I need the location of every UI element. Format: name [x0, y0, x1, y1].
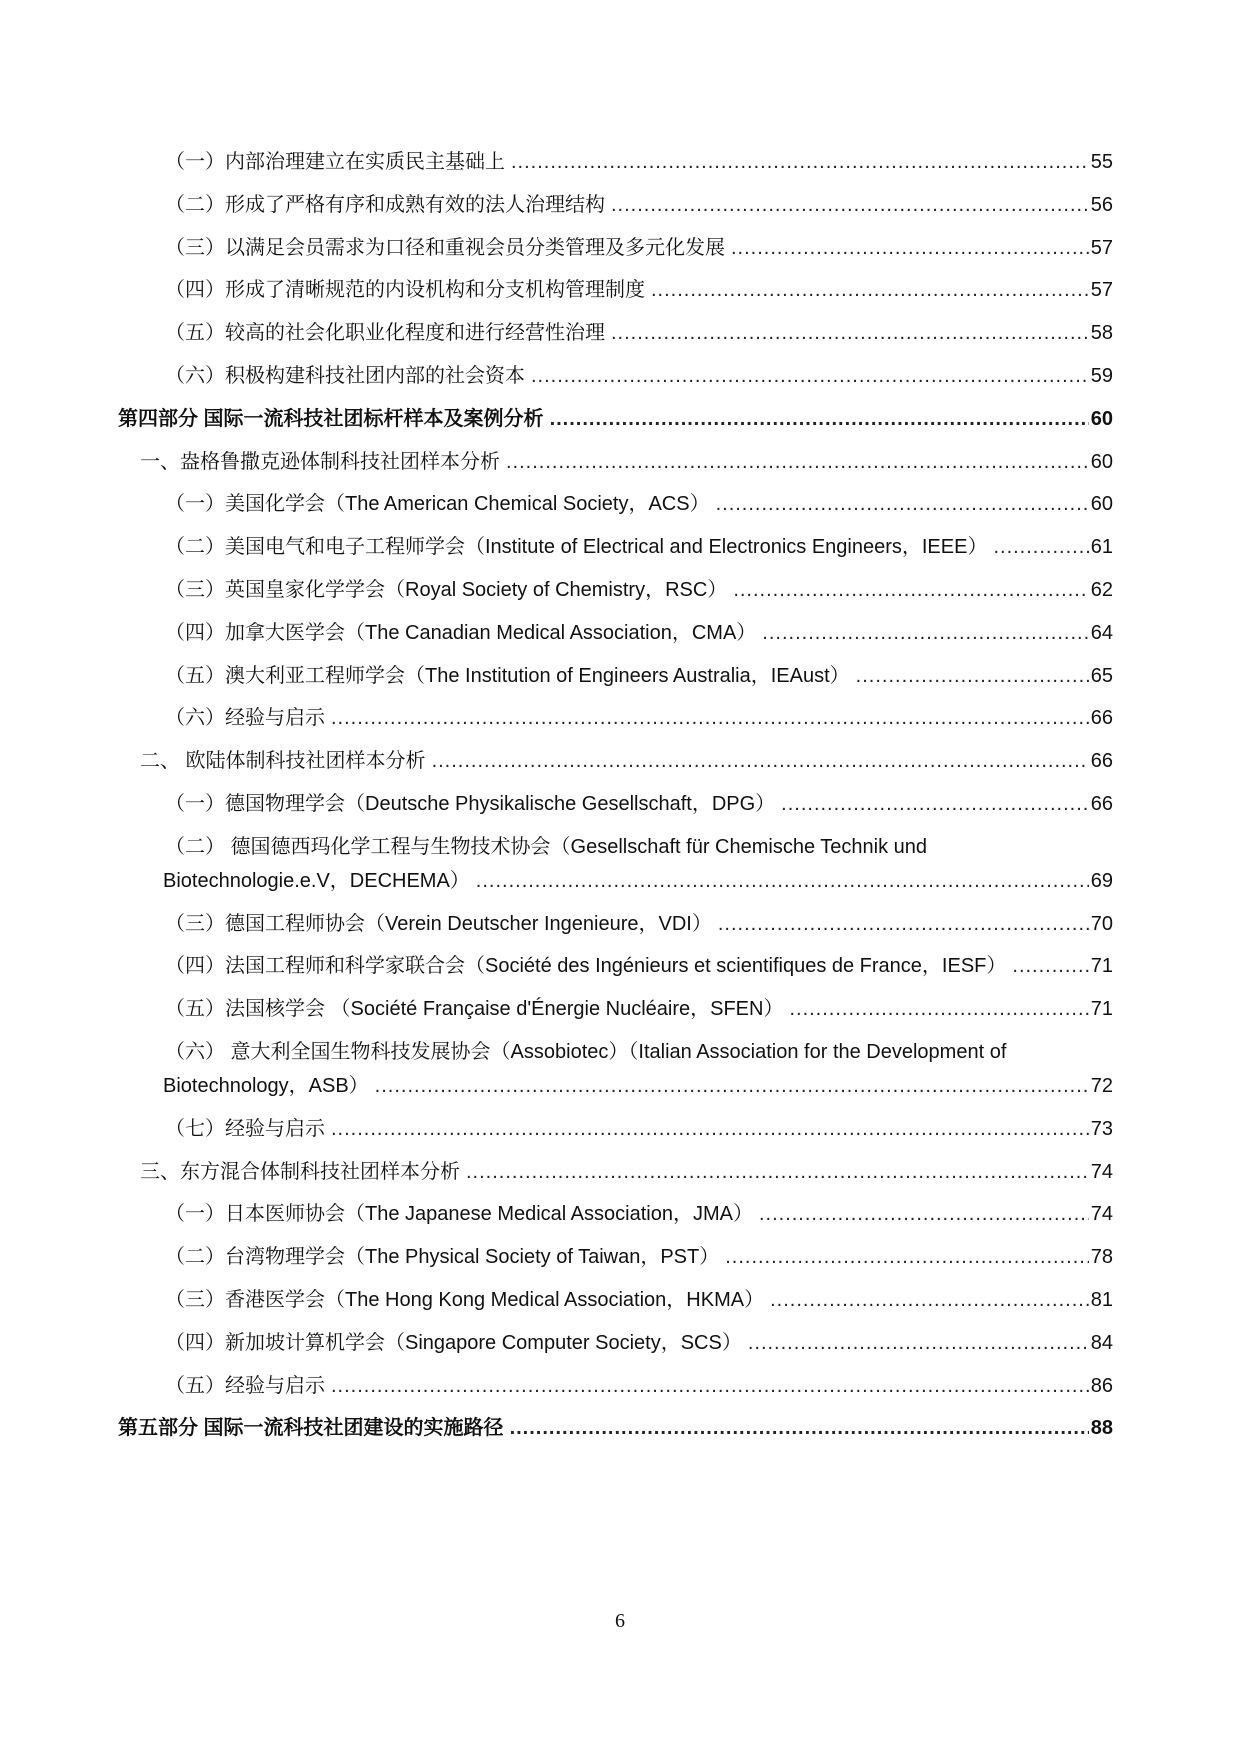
dot-leader [759, 1200, 1089, 1228]
toc-entry-title-continuation: Biotechnology，ASB） [163, 1075, 369, 1097]
toc-page-number: 88 [1090, 1417, 1113, 1440]
toc-entry-title: （二） 德国德西玛化学工程与生物技术协会（Gesellschaft für Chemische Technik und [165, 835, 928, 858]
toc-entry-title: （一）内部治理建立在实质民主基础上 [165, 151, 505, 173]
toc-page-number: 71 [1090, 998, 1113, 1021]
toc-page-number: 74 [1090, 1160, 1113, 1183]
dot-leader [611, 191, 1089, 219]
dot-leader [781, 790, 1089, 818]
dot-leader [731, 234, 1089, 262]
toc-page-number: 72 [1090, 1075, 1113, 1097]
toc-page-number: 86 [1090, 1374, 1113, 1397]
dot-leader [856, 662, 1089, 690]
toc-entry-title: （三）香港医学会（The Hong Kong Medical Association，HKMA） [165, 1289, 765, 1311]
toc-page-number: 73 [1090, 1117, 1113, 1140]
toc-entry-title: 第四部分 国际一流科技社团标杆样本及案例分析 [118, 407, 544, 430]
dot-leader [725, 1243, 1089, 1271]
toc-page-number: 66 [1090, 750, 1113, 773]
toc-entry-title: （五）较高的社会化职业化程度和进行经营性治理 [165, 322, 605, 345]
toc-entry-title: （五）经验与启示 [165, 1374, 325, 1397]
toc-entry-title: （五）澳大利亚工程师学会（The Institution of Engineers Australia，IEAust） [165, 664, 850, 687]
dot-leader [331, 1115, 1089, 1143]
toc-page-number: 70 [1090, 912, 1113, 935]
dot-leader [476, 867, 1089, 895]
dot-leader [651, 276, 1089, 304]
dot-leader [789, 995, 1088, 1023]
toc-entry-title: （七）经验与启示 [165, 1117, 325, 1140]
toc-entry-title: （三）以满足会员需求为口径和重视会员分类管理及多元化发展 [165, 236, 725, 259]
toc-page-number: 60 [1090, 450, 1113, 473]
toc-page-number: 55 [1090, 151, 1113, 173]
toc-page-number: 78 [1090, 1246, 1113, 1269]
toc-entry-title: 第五部分 国际一流科技社团建设的实施路径 [118, 1417, 504, 1440]
dot-leader [511, 148, 1089, 176]
toc-page-number: 74 [1090, 1203, 1113, 1226]
toc-page-number: 58 [1090, 322, 1113, 345]
toc-entry-title: （六）经验与启示 [165, 707, 325, 730]
toc-page-number: 84 [1090, 1331, 1113, 1354]
toc-page-number: 57 [1090, 279, 1113, 302]
toc-page-number: 60 [1090, 493, 1113, 516]
dot-leader [466, 1158, 1089, 1186]
toc-page-number: 71 [1090, 955, 1113, 978]
dot-leader [1012, 952, 1088, 980]
dot-leader [432, 747, 1089, 775]
dot-leader [375, 1072, 1089, 1100]
toc-page-number: 64 [1090, 621, 1113, 644]
dot-leader [762, 619, 1088, 647]
toc-page-number: 66 [1090, 707, 1113, 730]
dot-leader [550, 405, 1089, 433]
toc-entry-title: （六） 意大利全国生物科技发展协会（Assobiotec）（Italian Association for the Development of [165, 1041, 1007, 1063]
dot-leader [611, 319, 1089, 347]
toc-entry-title: （四）形成了清晰规范的内设机构和分支机构管理制度 [165, 279, 645, 302]
toc-entry-title: （四）加拿大医学会（The Canadian Medical Association，CMA） [165, 621, 757, 644]
toc-page-number: 59 [1090, 365, 1113, 387]
dot-leader [770, 1286, 1089, 1314]
toc-entry-title: （六）积极构建科技社团内部的社会资本 [165, 365, 525, 387]
toc-page-number: 69 [1090, 869, 1113, 892]
dot-leader [718, 910, 1089, 938]
dot-leader [748, 1329, 1089, 1357]
toc-entry-title: （二）台湾物理学会（The Physical Society of Taiwan，PST） [165, 1246, 720, 1269]
toc-page-number: 61 [1090, 536, 1113, 559]
toc-entry-title-continuation: Biotechnologie.e.V，DECHEMA） [163, 869, 470, 892]
toc-entry-title: 三、东方混合体制科技社团样本分析 [140, 1160, 460, 1183]
page-number: 6 [615, 1610, 625, 1632]
toc-page-number: 65 [1090, 664, 1113, 687]
toc-entry-title: （二）形成了严格有序和成熟有效的法人治理结构 [165, 193, 605, 216]
toc-entry-title: 一、盎格鲁撒克逊体制科技社团样本分析 [140, 450, 500, 473]
toc-entry-title: （二）美国电气和电子工程师学会（Institute of Electrical and Electronics Engineers，IEEE） [165, 536, 988, 559]
toc-entry-title: （五）法国核学会 （Société Française d'Énergie Nucléaire，SFEN） [165, 998, 784, 1021]
dot-leader [506, 448, 1089, 476]
dot-leader [331, 704, 1089, 732]
toc-entry-title: （四）法国工程师和科学家联合会（Société des Ingénieurs et scientifiques de France，IESF） [165, 955, 1007, 978]
toc-entry-title: （三）德国工程师协会（Verein Deutscher Ingenieure，VDI） [165, 912, 712, 935]
dot-leader [993, 533, 1088, 561]
toc-entry-title: （一）德国物理学会（Deutsche Physikalische Gesellschaft，DPG） [165, 793, 776, 815]
toc-page-number: 60 [1090, 407, 1113, 430]
dot-leader [331, 1372, 1089, 1400]
toc-page-number: 81 [1090, 1289, 1113, 1311]
toc-entry-title: 二、 欧陆体制科技社团样本分析 [140, 750, 426, 773]
dot-leader [510, 1414, 1089, 1442]
toc-entry-title: （一）美国化学会（The American Chemical Society，ACS） [165, 493, 710, 516]
dot-leader [531, 362, 1089, 390]
toc-entry-title: （四）新加坡计算机学会（Singapore Computer Society，SCS） [165, 1331, 742, 1354]
toc-entry-title: （一）日本医师协会（The Japanese Medical Association，JMA） [165, 1203, 753, 1226]
dot-leader [733, 576, 1088, 604]
toc-entry-title: （三）英国皇家化学学会（Royal Society of Chemistry，RSC） [165, 579, 728, 601]
dot-leader [716, 490, 1089, 518]
toc-page-number: 62 [1090, 579, 1113, 601]
toc-page-number: 66 [1090, 793, 1113, 815]
toc-page-number: 57 [1090, 236, 1113, 259]
toc-page-number: 56 [1090, 193, 1113, 216]
